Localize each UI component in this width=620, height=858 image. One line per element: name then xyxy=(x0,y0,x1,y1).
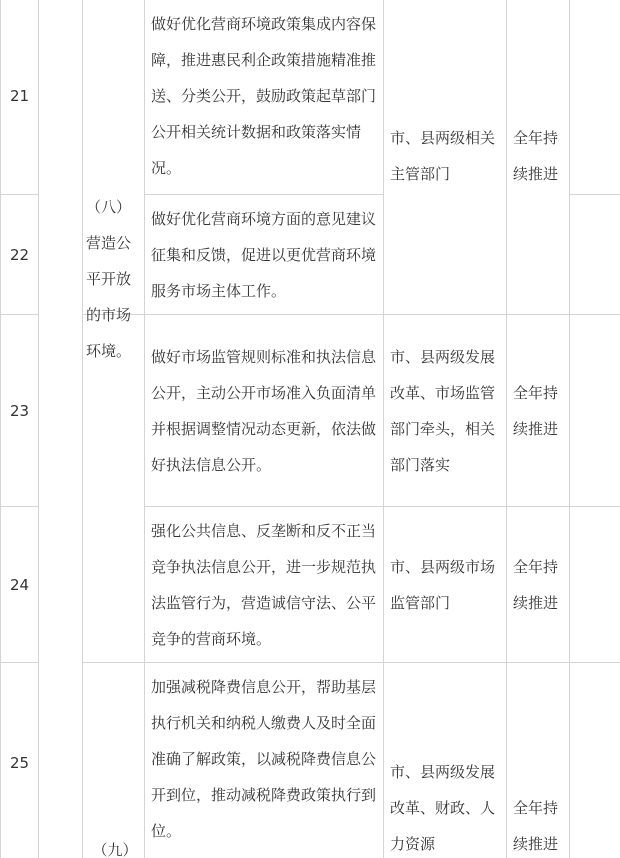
extra-cell xyxy=(570,195,620,315)
time-limit: 全年持续推进 xyxy=(507,507,570,663)
time-limit: 全年持续推进 xyxy=(507,0,570,315)
table-row xyxy=(1,0,620,195)
row-number: 21 xyxy=(1,0,39,195)
extra-cell xyxy=(570,663,620,858)
row-number: 24 xyxy=(1,507,39,663)
group-eight-text: （八）营造公平开放的市场环境。 xyxy=(86,198,132,360)
task-content: 加强减税降费信息公开，帮助基层执行机关和纳税人缴费人及时全面准确了解政策，以减税降费信息公开到位，推动减税降费政策执行到位。 xyxy=(145,663,384,858)
row-number: 23 xyxy=(1,315,39,507)
table-row xyxy=(1,315,620,507)
extra-cell xyxy=(570,0,620,195)
group-label xyxy=(83,663,145,858)
task-content: 强化公共信息、反垄断和反不正当竞争执法信息公开，进一步规范执法监管行为，营造诚信守法、公平竞争的营商环境。 xyxy=(145,507,384,663)
time-limit: 全年持续推进 xyxy=(507,315,570,507)
responsible-department: 市、县两级发展改革、市场监管部门牵头，相关部门落实 xyxy=(384,315,507,507)
responsible-department: 市、县两级发展改革、财政、人力资源 xyxy=(384,663,507,858)
group-label xyxy=(83,198,145,663)
blank-column-cell xyxy=(39,0,83,858)
responsible-department: 市、县两级相关主管部门 xyxy=(384,0,507,315)
time-limit: 全年持续推进 xyxy=(507,663,570,858)
extra-cell xyxy=(570,315,620,507)
task-content: 做好市场监管规则标准和执法信息公开，主动公开市场准入负面清单并根据调整情况动态更新，依法做好执法信息公开。 xyxy=(145,315,384,507)
task-content: 做好优化营商环境政策集成内容保障，推进惠民利企政策措施精准推送、分类公开，鼓励政策起草部门公开相关统计数据和政策落实情况。 xyxy=(145,0,384,195)
responsible-department: 市、县两级市场监管部门 xyxy=(384,507,507,663)
row-number: 25 xyxy=(1,663,39,858)
group-nine-text: （九） xyxy=(92,841,138,858)
extra-cell xyxy=(570,507,620,663)
task-content: 做好优化营商环境方面的意见建议征集和反馈，促进以更优营商环境服务市场主体工作。 xyxy=(145,195,384,315)
table-row xyxy=(1,663,620,858)
row-number: 22 xyxy=(1,195,39,315)
